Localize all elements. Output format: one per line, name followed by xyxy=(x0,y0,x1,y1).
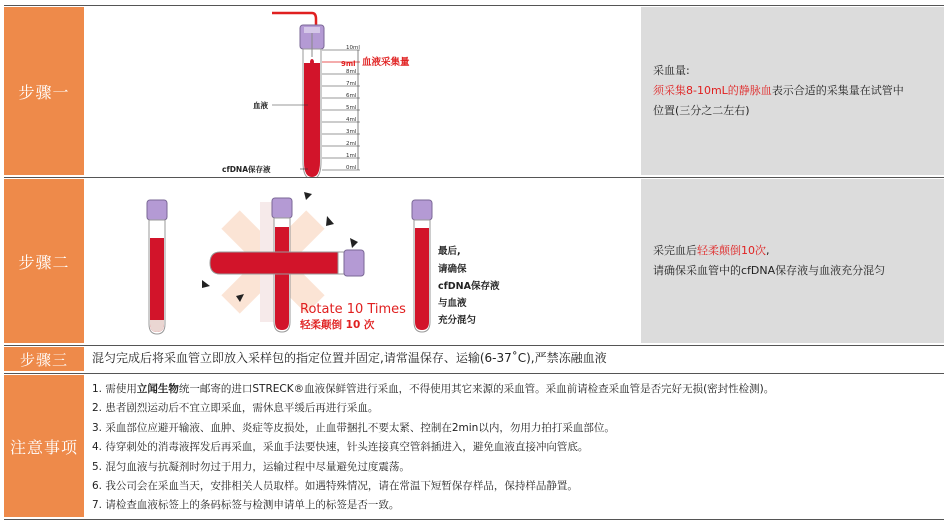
scale-label: 4ml xyxy=(346,117,357,123)
final-note-line: 充分混匀 xyxy=(438,315,477,326)
rotate-en-label: Rotate 10 Times xyxy=(300,302,406,317)
scale-label: 1ml xyxy=(346,153,357,159)
note-brand: 立闻生物 xyxy=(136,383,179,395)
note-text: 统一邮寄的进口STRECK®血液保鲜管进行采血，不得使用其它来源的采血管。采血前请检查采血管是否完好无损(密封性检测)。 xyxy=(178,383,775,395)
note-text: 1. 需使用 xyxy=(92,383,137,395)
desc-line: 请确保采血管中的cfDNA保存液与血液充分混匀 xyxy=(653,264,886,277)
divider xyxy=(4,373,944,374)
step1-label: 步骤一 xyxy=(4,7,84,175)
note-item: 5. 混匀血液与抗凝剂时勿过于用力，运输过程中尽量避免过度震荡。 xyxy=(92,460,410,473)
step3-label: 步骤三 xyxy=(4,347,84,371)
cfdna-label: cfDNA保存液 xyxy=(222,165,271,174)
desc-highlight: 轻柔颠倒10次 xyxy=(697,244,766,257)
step3-text: 混匀完成后将采血管立即放入采样包的指定位置并固定,请常温保存、运输(6-37˚C),严禁冻融血液 xyxy=(92,351,607,365)
note-item: 2. 患者剧烈运动后不宜立即采血，需休息平缓后再进行采血。 xyxy=(92,402,379,415)
note-item xyxy=(92,380,774,399)
rotate-cn-label: 轻柔颠倒 10 次 xyxy=(300,319,375,331)
divider xyxy=(4,519,944,520)
desc-text: , xyxy=(766,244,770,257)
divider xyxy=(4,345,944,346)
final-note-line: cfDNA保存液 xyxy=(438,281,500,292)
scale-label: 8ml xyxy=(346,69,357,75)
notes-label: 注意事项 xyxy=(4,375,84,517)
scale-label: 2ml xyxy=(346,141,357,147)
note-item: 3. 采血部位应避开输液、血肿、炎症等皮损处，止血带捆扎不要太紧、控制在2min以内，勿用力拍打采血部位。 xyxy=(92,421,615,434)
desc-line xyxy=(653,241,944,261)
notes-list xyxy=(92,380,774,516)
note-item: 7. 请检查血液标签上的条码标签与检测申请单上的标签是否一致。 xyxy=(92,499,400,512)
final-note-line: 与血液 xyxy=(438,298,467,309)
scale-label: 3ml xyxy=(346,129,357,135)
step2-description xyxy=(641,179,944,343)
scale-label: 5ml xyxy=(346,105,357,111)
scale-label: 0ml xyxy=(346,165,357,171)
scale-label: 10ml xyxy=(346,45,360,51)
step2-label: 步骤二 xyxy=(4,179,84,343)
desc-highlight: 须采集8-10mL的静脉血 xyxy=(653,84,772,97)
final-note-line: 请确保 xyxy=(438,264,467,275)
collect-volume-label: 血液采集量 xyxy=(362,57,410,68)
step1-description xyxy=(641,7,944,175)
scale-label: 9ml xyxy=(341,60,356,68)
note-item: 4. 待穿刺处的消毒液挥发后再采血，采血手法要快速，针头连接真空管斜插进入，避免血液直接冲向管底。 xyxy=(92,441,589,454)
note-item: 6. 我公司会在采血当天，安排相关人员取样。如遇特殊情况，请在常温下短暂保存样品，保持样品静置。 xyxy=(92,480,578,493)
scale-label: 6ml xyxy=(346,93,357,99)
desc-line xyxy=(653,81,944,101)
blood-label: 血液 xyxy=(253,101,268,110)
step2-mixing-illustration xyxy=(120,182,640,342)
desc-line: 位置(三分之二左右) xyxy=(653,104,750,117)
desc-text: 表示合适的采集量在试管中 xyxy=(771,84,904,97)
final-note-line: 最后, xyxy=(438,246,461,257)
divider xyxy=(4,5,944,6)
divider xyxy=(4,177,944,178)
desc-line: 采血量: xyxy=(653,64,690,77)
scale-label: 7ml xyxy=(346,81,357,87)
step1-tube-illustration xyxy=(200,7,640,177)
desc-text: 采完血后 xyxy=(653,244,697,257)
